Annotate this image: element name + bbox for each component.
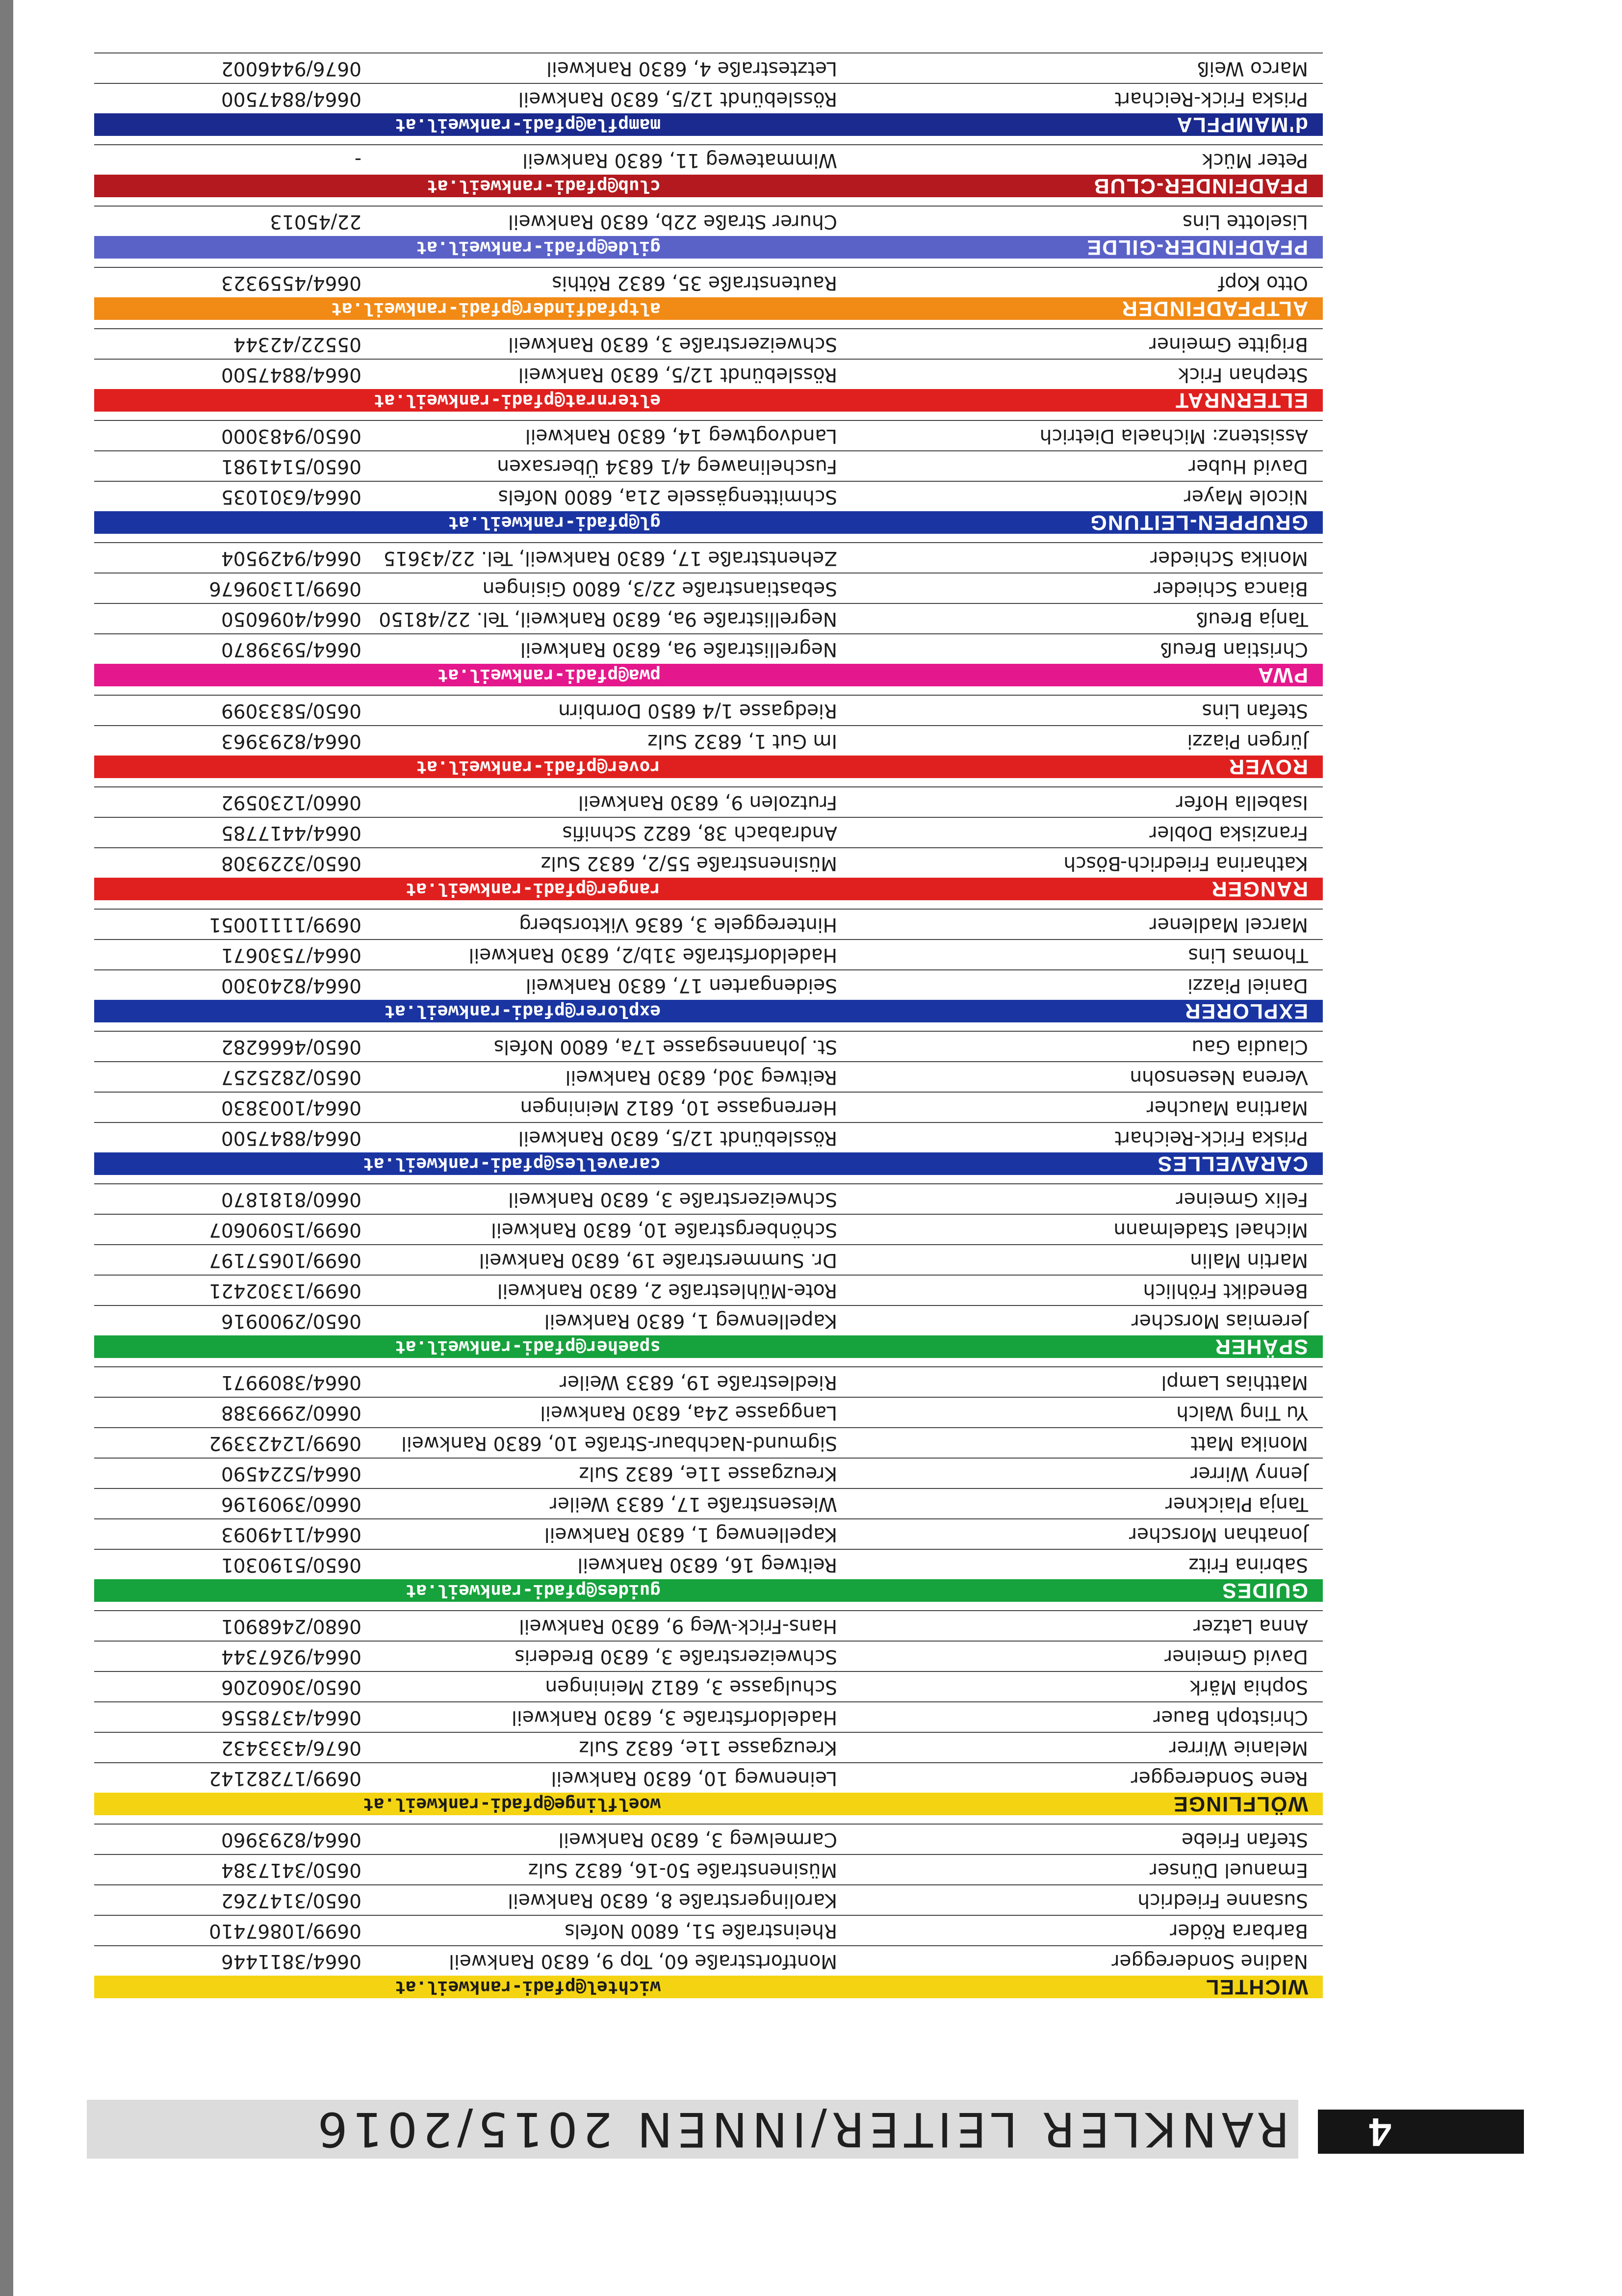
member-name: Liselotte Lins (1182, 210, 1308, 233)
member-name: Christoph Bauer (1153, 1706, 1308, 1728)
group-header (94, 511, 1323, 534)
member-row (94, 847, 1323, 878)
member-phone: 0660/1230592 (221, 791, 361, 813)
member-row (94, 1183, 1323, 1214)
group-name: PFADFINDER-CLUB (1093, 174, 1308, 198)
member-address: Hadeldorfstraße 31b/2, 6830 Rankweil (468, 944, 837, 966)
member-address: Rösslebündt 12/5, 6830 Rankweil (518, 88, 837, 110)
member-row (94, 83, 1323, 113)
member-address: Sigmund-Nachbaur-Straße 10, 6830 Rankweil (401, 1432, 837, 1454)
member-address: Reitweg 30d, 6830 Rankweil (565, 1066, 837, 1088)
group-name: CARAVELLES (1157, 1152, 1308, 1175)
member-address: Churer Straße 22b, 6830 Rankweil (508, 210, 837, 233)
group-name: EXPLORER (1184, 999, 1308, 1023)
member-phone: 0650/4666282 (221, 1036, 361, 1058)
group-email-link[interactable]: club@pfadi-rankweil.at (427, 176, 661, 196)
member-address: Kapellenweg 1, 6830 Rankweil (544, 1523, 837, 1545)
member-row (94, 1122, 1323, 1152)
page-title: RANKLER LEITER/INNEN 2015/2016 (87, 2100, 1298, 2159)
member-address: Karolingerstraße 8, 6830 Rankweil (508, 1889, 837, 1911)
group-name: d'MAMPFLA (1176, 113, 1308, 136)
member-row (94, 1701, 1323, 1732)
member-name: Daniel Piazzi (1187, 974, 1308, 996)
group-email-link[interactable]: caravelles@pfadi-rankweil.at (363, 1154, 661, 1174)
member-phone: 05522/42344 (233, 333, 361, 355)
member-row (94, 542, 1323, 573)
member-name: Brigitte Gmeiner (1149, 333, 1308, 355)
group-name: WÖLFLINGE (1173, 1792, 1308, 1816)
member-name: Sabrina Fritz (1188, 1554, 1308, 1576)
member-address: Frutzolen 9, 6830 Rankweil (578, 791, 837, 813)
member-row (94, 1458, 1323, 1488)
member-phone: 0664/8293963 (221, 730, 361, 752)
member-name: Barbara Röder (1170, 1920, 1308, 1942)
member-phone: 0664/4417785 (221, 822, 361, 844)
group-name: SPÄHER (1214, 1335, 1308, 1358)
member-row (94, 1397, 1323, 1427)
member-address: Müsinenstraße 55/2, 6832 Sulz (541, 852, 837, 874)
group-header (94, 1793, 1323, 1815)
member-address: Schulgasse 3, 6812 Meiningen (545, 1676, 837, 1698)
member-address: Letztestraße 4, 6830 Rankweil (546, 57, 837, 79)
member-phone: 0650/2825257 (221, 1066, 361, 1088)
member-name: Jeremias Morscher (1131, 1310, 1308, 1332)
member-name: Martin Malin (1190, 1249, 1308, 1271)
group-email-link[interactable]: altpfadfinder@pfadi-rankweil.at (331, 299, 661, 319)
member-name: Jonathan Morscher (1129, 1523, 1308, 1545)
member-address: Kapellenweg 1, 6830 Rankweil (544, 1310, 837, 1332)
group-email-link[interactable]: elternrat@pfadi-rankweil.at (373, 391, 661, 411)
member-name: Priska Frick-Reichart (1114, 1127, 1308, 1149)
group-header (94, 389, 1323, 412)
member-phone: 0664/4096050 (221, 608, 361, 630)
group-header (94, 1579, 1323, 1602)
member-address: Schweizerstraße 3, 6830 Rankweil (508, 1188, 837, 1210)
member-phone: 0650/3060206 (221, 1676, 361, 1698)
member-address: Rösslebündt 12/5, 6830 Rankweil (518, 1127, 837, 1149)
member-name: Emanuel Dünser (1149, 1859, 1308, 1881)
member-name: Martina Maucher (1146, 1096, 1308, 1119)
member-row (94, 1244, 1323, 1275)
member-name: Katharina Friedrich-Bösch (1063, 852, 1308, 874)
member-name: Nicole Mayer (1184, 486, 1308, 508)
group-email-link[interactable]: gl@pfadi-rankweil.at (448, 513, 661, 533)
member-phone: 0650/3417384 (221, 1859, 361, 1881)
member-name: Priska Frick-Reichart (1114, 88, 1308, 110)
member-address: Herrengasse 10, 6812 Meiningen (520, 1096, 837, 1119)
member-phone: 0650/3229308 (221, 852, 361, 874)
member-phone: 0650/3147262 (221, 1889, 361, 1911)
member-phone: 0676/4333432 (221, 1737, 361, 1759)
member-row (94, 420, 1323, 450)
member-row (94, 573, 1323, 603)
member-address: Zehentstraße 17, 6830 Rankweil, Tel. 22/43615 (383, 547, 837, 569)
member-name: Marco Weiß (1197, 57, 1308, 79)
member-name: Nadine Sonderegger (1111, 1950, 1308, 1972)
member-row (94, 786, 1323, 817)
member-row (94, 359, 1323, 389)
group-header (94, 756, 1323, 778)
member-row (94, 1305, 1323, 1335)
member-name: Peter Mück (1202, 149, 1308, 171)
member-phone: 0650/5833099 (221, 700, 361, 722)
member-phone: 0699/15090607 (209, 1219, 361, 1241)
member-phone: 0676/9446002 (221, 57, 361, 79)
member-phone: 0664/5939870 (221, 638, 361, 660)
member-address: Riedlestraße 19, 6833 Weiler (559, 1371, 837, 1393)
member-address: Negrellistraße 9a, 6830 Rankweil, Tel. 22/48150 (379, 608, 837, 630)
group-header (94, 297, 1323, 320)
member-address: Reitweg 16, 6830 Rankweil (577, 1554, 837, 1576)
group-email-link[interactable]: guides@pfadi-rankweil.at (405, 1581, 661, 1601)
member-phone: 0664/4378556 (221, 1706, 361, 1728)
member-phone: 0660/8181870 (221, 1188, 361, 1210)
member-phone: 0699/12423392 (209, 1432, 361, 1454)
member-phone: 0650/9483000 (221, 425, 361, 447)
member-phone: 0664/9267344 (221, 1645, 361, 1668)
member-row (94, 481, 1323, 511)
scan-edge (0, 0, 13, 2296)
member-address: Kreuzgasse 11e, 6832 Sulz (579, 1462, 837, 1485)
group-name: ALTPFADFINDER (1121, 297, 1308, 320)
member-row (94, 1854, 1323, 1884)
group-header (94, 113, 1323, 136)
member-row (94, 1275, 1323, 1305)
member-name: Isabella Hofer (1176, 791, 1308, 813)
member-address: Montfortstraße 60, Top 9, 6830 Rankweil (449, 1950, 837, 1972)
member-phone: 0664/8847500 (221, 1127, 361, 1149)
group-email-link[interactable]: woelflinge@pfadi-rankweil.at (363, 1794, 661, 1814)
page-header (0, 2065, 1622, 2296)
member-phone: 0664/8240300 (221, 974, 361, 996)
member-name: Marcel Madlener (1149, 913, 1308, 936)
member-address: Rösslebündt 12/5, 6830 Rankweil (518, 364, 837, 386)
member-phone: 0650/2900916 (221, 1310, 361, 1332)
member-phone: 0664/1149093 (221, 1523, 361, 1545)
member-name: Tanja Plaickner (1165, 1493, 1308, 1515)
member-name: Sophia Märk (1189, 1676, 1308, 1698)
member-name: Stephan Frick (1178, 364, 1308, 386)
member-name: Jenny Wirrer (1190, 1462, 1308, 1485)
member-row (94, 1945, 1323, 1976)
member-phone: 0680/2468901 (221, 1615, 361, 1637)
member-name: Monika Schieder (1150, 547, 1308, 569)
member-name: Stefan Lins (1202, 700, 1308, 722)
group-header (94, 236, 1323, 259)
member-name: Susanne Friedrich (1137, 1889, 1308, 1911)
member-address: Andrabach 38, 6822 Schnifis (562, 822, 837, 844)
member-address: Carmelweg 3, 6830 Rankweil (558, 1828, 837, 1851)
member-address: Schönbergstraße 10, 6830 Rankweil (491, 1219, 837, 1241)
group-name: ROVER (1228, 755, 1308, 779)
member-phone: 0664/3809971 (221, 1371, 361, 1393)
member-phone: 0699/11309676 (209, 577, 361, 600)
member-address: Fuschelinaweg 4/1 6834 Übersaxen (497, 455, 837, 477)
member-phone: 0664/6301035 (221, 486, 361, 508)
member-phone: 0664/7530671 (221, 944, 361, 966)
group-name: ELTERNRAT (1175, 389, 1308, 412)
member-row (94, 633, 1323, 664)
group-name: PWA (1257, 663, 1308, 687)
member-row (94, 909, 1323, 939)
group-email-link[interactable]: mampfla@pfadi-rankweil.at (395, 115, 661, 135)
member-row (94, 1641, 1323, 1671)
group-email-link[interactable]: wichtel@pfadi-rankweil.at (395, 1977, 661, 1997)
member-name: Benedikt Fröhlich (1143, 1279, 1308, 1302)
group-email-link[interactable]: rover@pfadi-rankweil.at (416, 757, 661, 777)
member-address: Langgasse 24a, 6830 Rankweil (540, 1402, 837, 1424)
member-address: Schweizerstraße 3, 6830 Rankweil (508, 333, 837, 355)
member-name: Michael Stadelmann (1113, 1219, 1308, 1241)
member-name: Rene Sonderegger (1131, 1767, 1308, 1789)
leader-directory (94, 52, 1323, 2007)
member-address: Im Gut 1, 6832 Sulz (647, 730, 837, 752)
member-phone: 0650/5190301 (221, 1554, 361, 1576)
member-address: Kreuzgasse 11e, 6832 Sulz (579, 1737, 837, 1759)
group-header (94, 175, 1323, 197)
member-name: Tanja Breuß (1196, 608, 1308, 630)
group-email-link[interactable]: ranger@pfadi-rankweil.at (405, 879, 661, 899)
member-phone: 22/45013 (270, 210, 361, 233)
member-address: Hans-Frick-Weg 9, 6830 Rankweil (518, 1615, 837, 1637)
member-row (94, 1214, 1323, 1244)
member-phone: 0664/3811446 (221, 1950, 361, 1972)
group-name: GUIDES (1221, 1579, 1308, 1602)
group-name: PFADFINDER-GILDE (1086, 235, 1308, 259)
member-name: Verena Nesensohn (1130, 1066, 1308, 1088)
member-name: Stefan Friebe (1182, 1828, 1308, 1851)
member-row (94, 1488, 1323, 1518)
page-number: 4 (1318, 2110, 1524, 2154)
member-address: Hadeldorfstraße 3, 6830 Rankweil (512, 1706, 837, 1728)
member-name: Felix Gmeiner (1176, 1188, 1308, 1210)
member-row (94, 1061, 1323, 1092)
member-phone: 0699/10657197 (209, 1249, 361, 1271)
member-address: Seidengarten 17, 6830 Rankweil (525, 974, 837, 996)
member-address: Schweizerstraße 3, 6830 Brederis (515, 1645, 837, 1668)
member-phone: 0664/1003830 (221, 1096, 361, 1119)
member-row (94, 939, 1323, 969)
group-name: WICHTEL (1205, 1975, 1308, 1999)
member-phone: 0664/8847500 (221, 364, 361, 386)
member-name: Thomas Lins (1188, 944, 1308, 966)
member-address: Leinenweg 10, 6830 Rankweil (551, 1767, 837, 1789)
member-row (94, 144, 1323, 175)
member-name: Christian Breuß (1160, 638, 1308, 660)
group-email-link[interactable]: explorer@pfadi-rankweil.at (384, 1001, 661, 1021)
member-phone: - (354, 149, 361, 171)
member-address: Rautenstraße 35, 6832 Röthis (552, 272, 837, 294)
member-row (94, 52, 1323, 83)
member-address: Sebastianstraße 22/3, 6800 Gisingen (482, 577, 837, 600)
member-address: Wimmateweg 11, 6830 Rankweil (522, 149, 837, 171)
member-row (94, 1031, 1323, 1061)
member-name: Melanie Wirrer (1169, 1737, 1308, 1759)
member-phone: 0699/10867410 (209, 1920, 361, 1942)
member-row (94, 603, 1323, 633)
member-row (94, 1427, 1323, 1458)
member-row (94, 1884, 1323, 1915)
member-row (94, 725, 1323, 756)
member-name: Yu Ting Walch (1176, 1402, 1308, 1424)
member-name: Franziska Dobler (1149, 822, 1308, 844)
member-row (94, 206, 1323, 236)
member-phone: 0699/17282142 (209, 1767, 361, 1789)
member-row (94, 817, 1323, 847)
group-header (94, 1000, 1323, 1022)
group-header (94, 664, 1323, 686)
group-email-link[interactable]: pwa@pfadi-rankweil.at (437, 665, 661, 685)
member-address: Riedgasse 1/4 6850 Dornbirn (558, 700, 837, 722)
member-row (94, 328, 1323, 359)
member-name: Matthias Lampl (1161, 1371, 1308, 1393)
member-address: St. Johannesgasse 17a, 6800 Nofels (493, 1036, 837, 1058)
member-phone: 0664/9429504 (221, 547, 361, 569)
group-name: RANGER (1210, 877, 1308, 901)
member-address: Wiesenstraße 17, 6833 Weiler (549, 1493, 837, 1515)
member-row (94, 1915, 1323, 1945)
member-row (94, 1549, 1323, 1579)
member-address: Hintereggele 3, 6836 Viktorsberg (519, 913, 837, 936)
member-row (94, 267, 1323, 297)
member-row (94, 695, 1323, 725)
member-phone: 0699/11110051 (209, 913, 361, 936)
member-address: Müsinenstraße 50-16, 6832 Sulz (528, 1859, 837, 1881)
member-phone: 0699/13302421 (209, 1279, 361, 1302)
member-phone: 0664/8293960 (221, 1828, 361, 1851)
member-row (94, 1518, 1323, 1549)
member-row (94, 450, 1323, 481)
member-address: Landvogtweg 14, 6830 Rankweil (525, 425, 837, 447)
member-address: Schmittengässele 21a, 6800 Nofels (498, 486, 837, 508)
member-row (94, 1671, 1323, 1701)
member-name: Anna Latzer (1193, 1615, 1308, 1637)
group-header (94, 1335, 1323, 1358)
member-row (94, 969, 1323, 1000)
member-phone: 0650/5141981 (221, 455, 361, 477)
member-name: David Gmeiner (1164, 1645, 1308, 1668)
member-address: Rheinstraße 51, 6800 Nofels (565, 1920, 837, 1942)
member-name: Claudia Gau (1191, 1036, 1308, 1058)
member-row (94, 1824, 1323, 1854)
member-phone: 0660/3909196 (221, 1493, 361, 1515)
member-phone: 0664/4559323 (221, 272, 361, 294)
member-row (94, 1762, 1323, 1793)
member-name: Otto Kopf (1218, 272, 1308, 294)
group-email-link[interactable]: spaeher@pfadi-rankweil.at (395, 1337, 661, 1357)
member-name: Bianca Schieder (1154, 577, 1308, 600)
member-address: Negrellistraße 9a, 6830 Rankweil (520, 638, 837, 660)
member-name: Jürgen Piazzi (1187, 730, 1308, 752)
group-header (94, 1976, 1323, 1998)
group-name: GRUPPEN-LEITUNG (1089, 511, 1308, 534)
member-row (94, 1092, 1323, 1122)
member-phone: 0664/8847500 (221, 88, 361, 110)
member-address: Dr. Summerstraße 19, 6830 Rankweil (479, 1249, 837, 1271)
member-address: Rote-Mühlestraße 2, 6830 Rankweil (497, 1279, 837, 1302)
member-name: Assistenz: Michaela Dietrich (1039, 425, 1308, 447)
group-header (94, 878, 1323, 900)
group-header (94, 1152, 1323, 1175)
member-row (94, 1732, 1323, 1762)
member-row (94, 1610, 1323, 1641)
member-name: David Huber (1188, 455, 1308, 477)
member-name: Monika Matt (1190, 1432, 1308, 1454)
group-email-link[interactable]: gilde@pfadi-rankweil.at (416, 237, 661, 258)
member-phone: 0660/2999388 (221, 1402, 361, 1424)
member-row (94, 1366, 1323, 1397)
member-phone: 0664/5224590 (221, 1462, 361, 1485)
